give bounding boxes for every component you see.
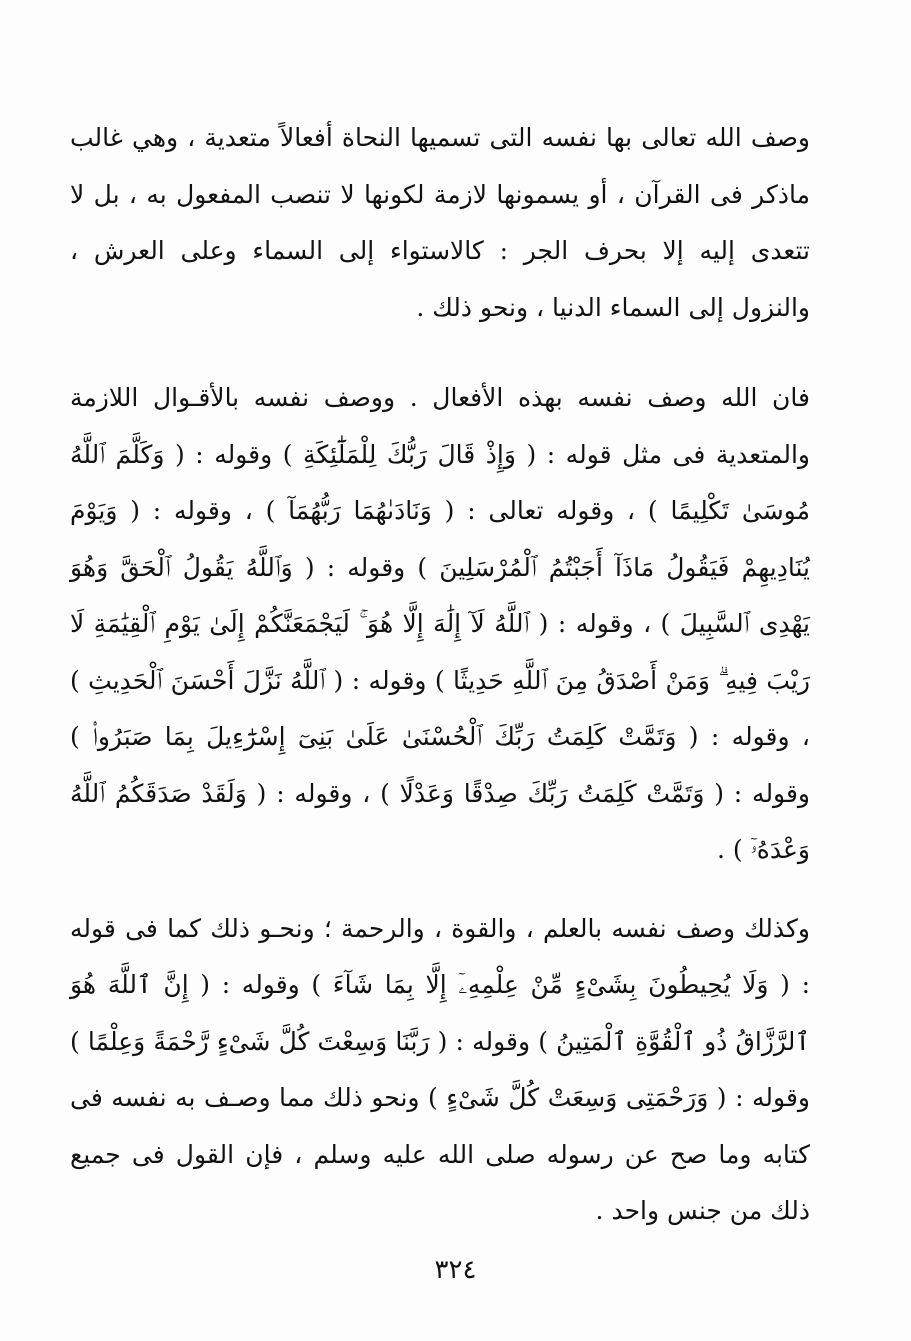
paragraph-gap [70,336,810,370]
page-number: ٣٢٤ [434,1255,477,1285]
page-body [70,110,810,1240]
paragraph-gap [70,879,810,901]
paragraph-speech-attributes: فان الله وصف نفسه بهذه الأفعال . ووصف نفسه بالأقـوال اللازمة والمتعدية فى مثل قوله : ( وَإِذْ قَالَ رَبُّكَ لِلْمَلَٰٓئِكَةِ ) وقوله : ( وَكَلَّمَ ٱللَّهُ مُوسَىٰ تَكْلِيمًا ) ، وقوله تعالى : ( وَنَادَىٰهُمَا رَبُّهُمَآ ) ، وقوله : ( وَيَوْمَ يُنَادِيهِمْ فَيَقُولُ مَاذَآ أَجَبْتُمُ ٱلْمُرْسَلِينَ ) وقوله : ( وَٱللَّهُ يَقُولُ ٱلْحَقَّ وَهُوَ يَهْدِى ٱلسَّبِيلَ ) ، وقوله : ( ٱللَّهُ لَآ إِلَٰهَ إِلَّا هُوَ ۚ لَيَجْمَعَنَّكُمْ إِلَىٰ يَوْمِ ٱلْقِيَٰمَةِ لَا رَيْبَ فِيهِ ۗ وَمَنْ أَصْدَقُ مِنَ ٱللَّهِ حَدِيثًا ) وقوله : ( ٱللَّهُ نَزَّلَ أَحْسَنَ ٱلْحَدِيثِ ) ، وقوله : ( وَتَمَّتْ كَلِمَتُ رَبِّكَ ٱلْحُسْنَىٰ عَلَىٰ بَنِىٓ إِسْرَٰٓءِيلَ بِمَا صَبَرُوا۟ ) وقوله : ( وَتَمَّتْ كَلِمَتُ رَبِّكَ صِدْقًا وَعَدْلًا ) ، وقوله : ( وَلَقَدْ صَدَقَكُمُ ٱللَّهُ وَعْدَهُۥٓ ) . [70,383,810,864]
paragraph-knowledge-power-mercy: وكذلك وصف نفسه بالعلم ، والقوة ، والرحمة ؛ ونحـو ذلك كما فى قوله : ( وَلَا يُحِيطُونَ بِشَىْءٍ مِّنْ عِلْمِهِۦٓ إِلَّا بِمَا شَآءَ ) وقوله : ( إِنَّ ٱللَّهَ هُوَ ٱلرَّزَّاقُ ذُو ٱلْقُوَّةِ ٱلْمَتِينُ ) وقوله : ( رَبَّنَا وَسِعْتَ كُلَّ شَىْءٍ رَّحْمَةً وَعِلْمًا ) وقوله : ( وَرَحْمَتِى وَسِعَتْ كُلَّ شَىْءٍ ) ونحو ذلك مما وصـف به نفسه فى كتابه وما صح عن رسوله صلى الله عليه وسلم ، فإن القول فى جميع ذلك من جنس واحد . [70,913,810,1225]
paragraph-transitive-verbs: وصف الله تعالى بها نفسه التى تسميها النحاة أفعالاً متعدية ، وهي غالب ماذكر فى القرآن ، أو يسمونها لازمة لكونها لا تنصب المفعول به ، بل لا تتعدى إليه إلا بحرف الجر : كالاستواء إلى السماء وعلى العرش ، والنزول إلى السماء الدنيا ، ونحو ذلك . [70,123,810,322]
